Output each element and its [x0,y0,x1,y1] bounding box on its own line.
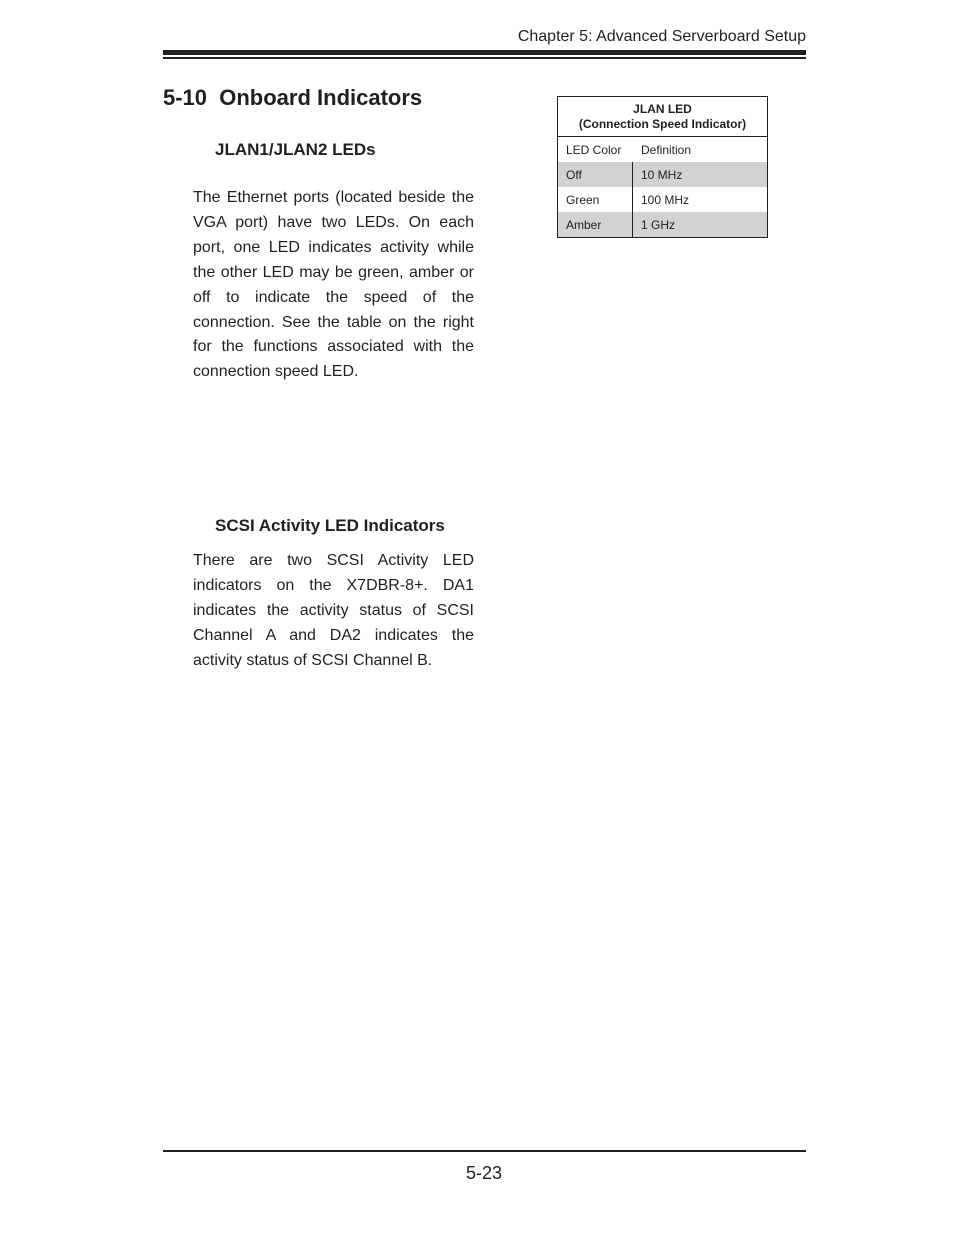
table-title-line1: JLAN LED [633,102,692,116]
column-header-definition: Definition [641,142,692,157]
scsi-heading: SCSI Activity LED Indicators [215,516,445,535]
cell-led-color: Off [558,162,633,187]
jlan-paragraph: The Ethernet ports (located beside the VGA port) have two LEDs. On each port, one LED indicates activity while the other LED may be green, amber or off to indicate the speed of the connection. See the table on the right for the functions associated with the connection speed LED. [193,189,474,381]
table-row [558,162,767,187]
running-head: Chapter 5: Advanced Serverboard Setup [517,28,806,45]
scsi-paragraph: There are two SCSI Activity LED indicators on the X7DBR-8+. DA1 indicates the activity status of SCSI Channel A and DA2 indicates the activity status of SCSI Channel B. [193,552,474,669]
page-number: 5-23 [465,1163,503,1183]
cell-definition: 100 MHz [641,192,690,207]
column-header-led-color: LED Color [566,142,622,157]
header-rule-thick [163,50,806,55]
table-row [558,212,767,237]
jlan-heading: JLAN1/JLAN2 LEDs [215,140,376,159]
table-title-line2: (Connection Speed Indicator) [578,117,747,131]
header-rule-thin [163,57,806,59]
section-title: 5-10 Onboard Indicators [163,85,423,110]
table-row [558,187,767,212]
table-header-row [558,137,767,162]
footer-rule [163,1150,806,1152]
cell-led-color: Green [558,187,633,212]
cell-led-color: Amber [558,212,633,237]
cell-definition: 10 MHz [641,167,683,182]
table-title [558,97,767,137]
cell-definition: 1 GHz [641,217,676,232]
jlan-led-table [557,96,768,238]
